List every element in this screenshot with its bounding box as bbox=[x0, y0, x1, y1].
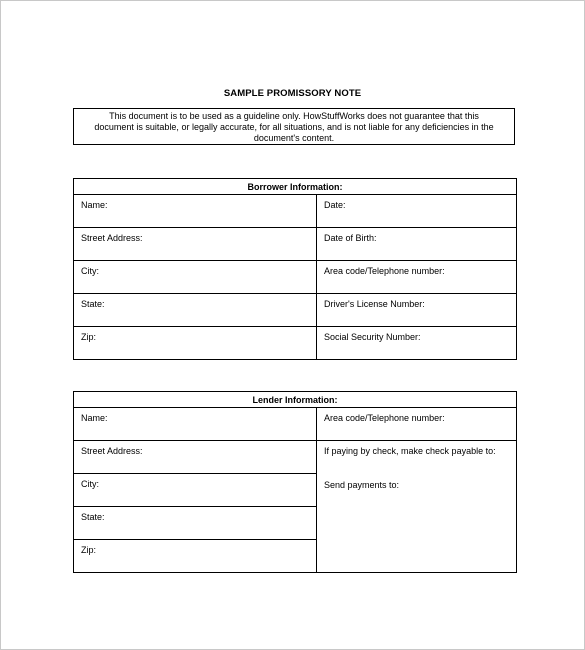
send-payments-label: Send payments to: bbox=[324, 480, 400, 490]
disclaimer-box bbox=[73, 108, 515, 145]
borrower-name-field[interactable]: Name: bbox=[74, 195, 317, 228]
borrower-date-field[interactable]: Date: bbox=[317, 195, 517, 228]
lender-payment-instructions-field[interactable] bbox=[317, 441, 517, 573]
lender-heading: Lender Information: bbox=[74, 392, 517, 408]
lender-information-table bbox=[73, 391, 517, 573]
borrower-street-address-field[interactable]: Street Address: bbox=[74, 228, 317, 261]
lender-state-field[interactable]: State: bbox=[74, 507, 317, 540]
lender-telephone-field[interactable]: Area code/Telephone number: bbox=[317, 408, 517, 441]
borrower-information-table bbox=[73, 178, 517, 360]
borrower-state-field[interactable]: State: bbox=[74, 294, 317, 327]
document-title: SAMPLE PROMISSORY NOTE bbox=[223, 88, 362, 99]
borrower-drivers-license-field[interactable]: Driver's License Number: bbox=[317, 294, 517, 327]
borrower-date-of-birth-field[interactable]: Date of Birth: bbox=[317, 228, 517, 261]
check-payable-label: If paying by check, make check payable to: bbox=[324, 446, 496, 456]
lender-city-field[interactable]: City: bbox=[74, 474, 317, 507]
borrower-zip-field[interactable]: Zip: bbox=[74, 327, 317, 360]
borrower-ssn-field[interactable]: Social Security Number: bbox=[317, 327, 517, 360]
lender-name-field[interactable]: Name: bbox=[74, 408, 317, 441]
lender-street-address-field[interactable]: Street Address: bbox=[74, 441, 317, 474]
borrower-heading: Borrower Information: bbox=[74, 179, 517, 195]
borrower-city-field[interactable]: City: bbox=[74, 261, 317, 294]
borrower-telephone-field[interactable]: Area code/Telephone number: bbox=[317, 261, 517, 294]
disclaimer-line: document's content. bbox=[253, 133, 335, 143]
disclaimer-line: document is suitable, or legally accurate, for all situations, and is not liable for any deficiencies in the bbox=[94, 122, 494, 132]
lender-zip-field[interactable]: Zip: bbox=[74, 540, 317, 573]
disclaimer-line: This document is to be used as a guideline only. HowStuffWorks does not guarantee that this bbox=[109, 111, 479, 121]
